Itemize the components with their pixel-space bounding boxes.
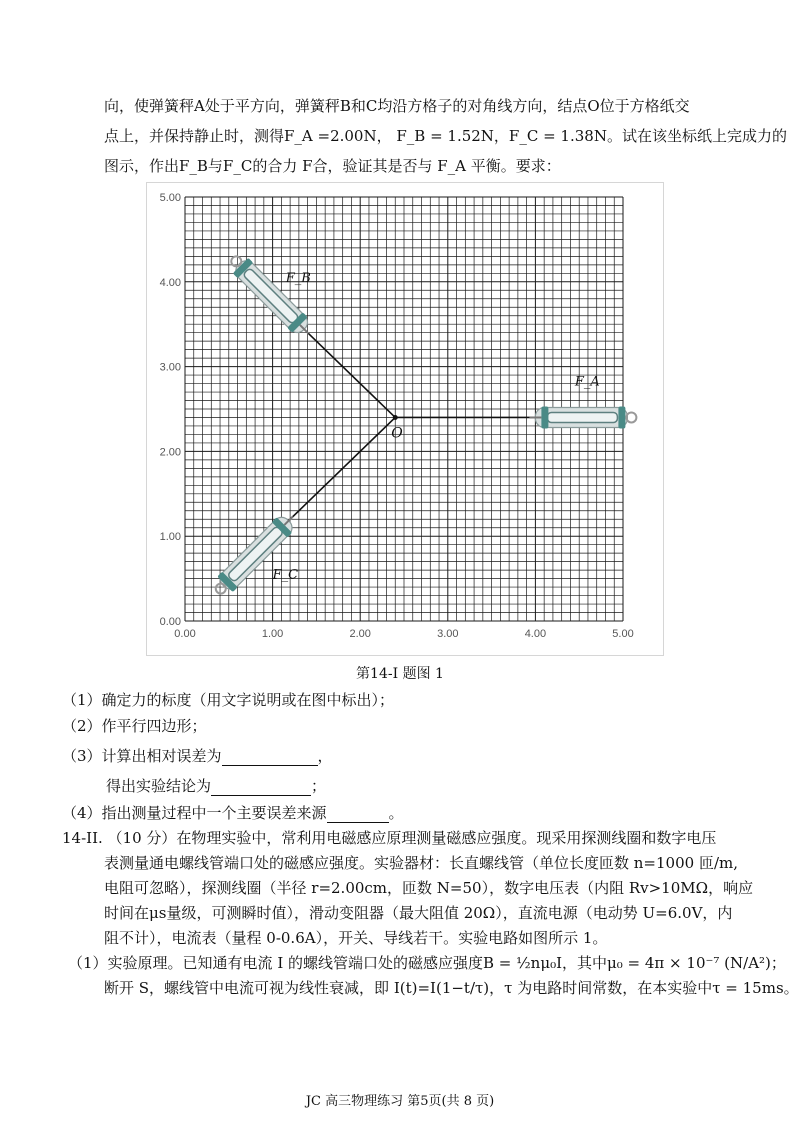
question-3b (106, 776, 326, 796)
intro-line-2: 点上，并保持静止时，测得F_A =2.00N， F_B = 1.52N，F_C = 1.38N。试在该坐标纸上完成力的 (104, 127, 787, 145)
y-tick-label: 3.00 (159, 361, 181, 374)
question-2: （2）作平行四边形； (62, 717, 207, 735)
label-fa: F_A (574, 374, 600, 390)
label-point-o: O (391, 425, 403, 442)
force-diagram (146, 182, 664, 656)
part2-line-3: 电阻可忽略），探测线圈（半径 r=2.00cm，匝数 N=50），数字电压表（内阻 Rv>10MΩ，响应 (104, 879, 754, 897)
page-footer: JC 高三物理练习 第5页(共 8 页) (305, 1094, 495, 1109)
part2-line-7: 断开 S，螺线管中电流可视为线性衰减，即 I(t)=I(1−t/τ)，τ 为电路时间常数，在本实验中τ = 15ms。 (104, 979, 799, 997)
x-tick-label: 4.00 (524, 628, 547, 640)
y-tick-label: 1.00 (159, 531, 181, 544)
y-tick-label: 4.00 (159, 276, 181, 289)
question-4-end: 。 (388, 804, 404, 822)
spring-scales (209, 250, 636, 600)
x-tick-label: 5.00 (612, 628, 634, 640)
question-3b-end: ； (311, 777, 327, 795)
intro-line-3: 图示，作出F_B与F_C的合力 F合，验证其是否与 F_A 平衡。要求： (104, 157, 561, 175)
part2-line-6: （1）实验原理。已知通有电流 I 的螺线管端口处的磁感应强度B = ½nμ₀I，其中μ₀ = 4π × 10⁻⁷ (N/A²)； (68, 954, 786, 972)
answer-blank-error[interactable] (222, 749, 318, 766)
x-tick-label: 3.00 (437, 628, 459, 640)
figure-caption: 第14-I 题图 1 (356, 666, 444, 682)
question-1: （1）确定力的标度（用文字说明或在图中标出）； (62, 691, 395, 709)
question-4 (62, 803, 404, 823)
label-fb: F_B (285, 270, 311, 286)
y-tick-label: 0.00 (159, 616, 181, 628)
y-tick-label: 5.00 (159, 192, 181, 204)
question-3b-text: 得出实验结论为 (106, 777, 212, 795)
knot-point-o (393, 415, 398, 420)
x-tick-label: 0.00 (174, 628, 196, 640)
part2-line-1: 14-II. （10 分）在物理实验中，常利用电磁感应原理测量磁感应强度。现采用探测线圈和数字电压 (62, 829, 717, 847)
force-diagram-svg (147, 183, 663, 655)
spring-scale-b (225, 250, 316, 341)
y-tick-label: 2.00 (159, 446, 181, 459)
label-fc: F_C (272, 567, 299, 583)
answer-blank-error-source[interactable] (327, 806, 389, 823)
part2-line-2: 表测量通电螺线管端口处的磁感应强度。实验器材：长直螺线管（单位长度匝数 n=1000 匝/m, (104, 854, 738, 872)
x-tick-label: 2.00 (349, 628, 371, 640)
question-3a-text: （3）计算出相对误差为 (62, 747, 222, 765)
question-3a-end: ， (317, 747, 333, 765)
spring-scale-a (529, 406, 636, 428)
question-4-text: （4）指出测量过程中一个主要误差来源 (62, 804, 327, 822)
answer-blank-conclusion[interactable] (211, 779, 311, 796)
x-tick-label: 1.00 (261, 628, 284, 640)
intro-line-1: 向，使弹簧秤A处于平方向，弹簧秤B和C均沿方格子的对角线方向，结点O位于方格纸交 (104, 97, 690, 115)
part2-line-4: 时间在μs量级，可测瞬时值），滑动变阻器（最大阻值 20Ω），直流电源（电动势 U=6.0V，内 (104, 904, 733, 922)
part2-line-5: 阻不计），电流表（量程 0-0.6A），开关、导线若干。实验电路如图所示 1。 (104, 929, 608, 947)
question-3a (62, 746, 333, 766)
